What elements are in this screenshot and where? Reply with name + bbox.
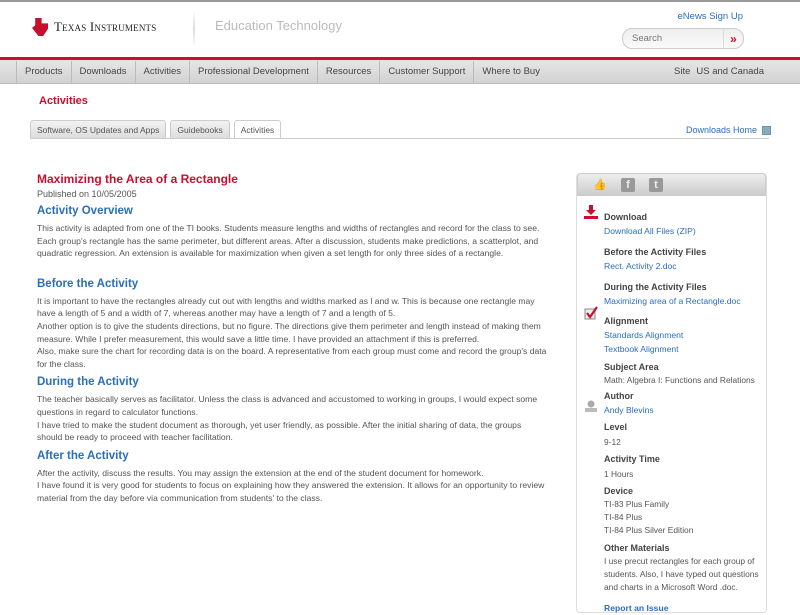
activity-sidebar — [576, 173, 767, 613]
overview-heading: Activity Overview — [37, 205, 133, 217]
during-text: I have tried to make the student document as thorough, yet user friendly, as possible. After the initial sharing of data, the groups should be ready to proceed with teacher facilitation. — [37, 419, 522, 443]
nav-where-to-buy[interactable]: Where to Buy — [482, 65, 540, 77]
alignment-section — [604, 312, 769, 615]
tab-software[interactable]: Software, OS Updates and Apps — [30, 120, 166, 138]
main-nav — [0, 60, 800, 84]
after-heading: After the Activity — [37, 449, 129, 462]
site-value: US and Canada — [696, 66, 764, 77]
after-text: I have found it is very good for students to focus on explaining how they answered the extension. It allows for an opportunity to review material from the day before via communication from students' to the class. — [37, 480, 545, 503]
level-value: 9-12 — [604, 437, 621, 447]
overview-text: This activity is adapted from one of the TI books. Students measure lengths and widths of rectangles and record for the class to see. Each group's rectangle has the same perimeter, but different areas. After a discussion, students make predictions, a scatterplot, and quadratic regression. An extension is available for maximization when given a set length for only three sides of a rectangle. — [37, 223, 540, 259]
ti-logo-icon — [32, 18, 48, 36]
search-box — [622, 28, 744, 49]
subject-heading: Subject Area — [604, 362, 659, 372]
header-divider — [193, 10, 195, 48]
tab-bar — [30, 120, 281, 139]
brand-name: Texas Instruments — [54, 19, 157, 34]
download-section — [604, 208, 769, 308]
tab-divider — [30, 138, 769, 139]
nav-resources[interactable]: Resources — [318, 61, 380, 83]
before-file-link[interactable]: Rect. Activity 2.doc — [604, 261, 677, 271]
downloads-home-label: Downloads Home — [685, 125, 757, 135]
after-text: After the activity, discuss the results. You may assign the extension at the end of the student document for homework. — [37, 467, 484, 478]
before-text: Also, make sure the chart for recording data is on the board. A representative from each group must come and record the group's data for the class. — [37, 346, 547, 369]
search-input[interactable] — [623, 33, 723, 44]
textbook-alignment-link[interactable]: Textbook Alignment — [604, 344, 679, 354]
search-go-button[interactable]: » — [723, 29, 743, 48]
nav-activities[interactable]: Activities — [136, 61, 190, 83]
checkbox-icon — [584, 306, 598, 320]
before-text: Another option is to give the students directions, but no figure. The directions give them perimeter and length instead of making them measure. While I prefer measurement, this would save a little time. I have provided an attachment if this is preferred. — [37, 320, 541, 344]
site-label: Site — [674, 66, 691, 77]
before-heading: Before the Activity — [37, 277, 139, 290]
top-border — [0, 0, 800, 2]
during-file-link[interactable]: Maximizing area of a Rectangle.doc — [604, 296, 741, 306]
page-heading: Activities — [39, 95, 88, 107]
twitter-icon[interactable]: t — [649, 178, 663, 192]
site-subtitle: Education Technology — [215, 18, 342, 33]
facebook-icon[interactable]: f — [621, 178, 635, 192]
time-value: 1 Hours — [604, 469, 634, 479]
nav-products[interactable]: Products — [16, 61, 72, 83]
materials-heading: Other Materials — [604, 543, 670, 553]
nav-professional-development[interactable]: Professional Development — [190, 61, 318, 83]
during-heading: During the Activity — [37, 376, 139, 389]
materials-text: I use precut rectangles for each group of students. Also, I have typed out questions and charts in a Microsoft Word .doc. — [604, 556, 759, 592]
device-heading: Device — [604, 486, 634, 496]
device-item: TI-83 Plus Family — [604, 499, 670, 509]
author-icon — [584, 399, 598, 413]
level-heading: Level — [604, 422, 628, 432]
activity-title: Maximizing the Area of a Rectangle — [37, 172, 238, 186]
site-selector[interactable] — [674, 66, 764, 77]
before-text: It is important to have the rectangles already cut out with lengths and widths marked as l and w. This is because one rectangle may have a length of 5 and a width of 7, whereas another may have a length of 7 and a length of 5. — [37, 295, 535, 319]
tab-activities[interactable]: Activities — [234, 120, 282, 139]
subject-value: Math: Algebra I: Functions and Relations — [604, 375, 755, 385]
author-link[interactable]: Andy Blevins — [604, 405, 654, 415]
download-icon — [584, 205, 598, 219]
published-date: Published on 10/05/2005 — [37, 189, 137, 199]
nav-customer-support[interactable]: Customer Support — [380, 61, 474, 83]
social-bar — [577, 173, 766, 196]
during-text: The teacher basically serves as facilitator. Unless the class is advanced and accustomed to working in groups, I would expect some questions in regard to calculator functions. — [37, 394, 538, 417]
downloads-home-link[interactable] — [686, 125, 771, 135]
during-files-heading: During the Activity Files — [604, 282, 707, 292]
home-icon — [762, 126, 771, 135]
enews-signup-link[interactable]: eNews Sign Up — [677, 11, 743, 22]
report-issue-link[interactable]: Report an Issue — [604, 603, 669, 613]
author-heading: Author — [604, 391, 634, 401]
standards-alignment-link[interactable]: Standards Alignment — [604, 330, 684, 340]
activity-content — [37, 172, 547, 505]
time-heading: Activity Time — [604, 454, 660, 464]
before-files-heading: Before the Activity Files — [604, 247, 707, 257]
device-item: TI-84 Plus — [604, 512, 643, 522]
download-all-link[interactable]: Download All Files (ZIP) — [604, 226, 696, 236]
nav-downloads[interactable]: Downloads — [72, 61, 136, 83]
like-icon[interactable]: 👍 — [593, 179, 607, 191]
download-heading: Download — [604, 212, 647, 222]
device-item: TI-84 Plus Silver Edition — [604, 525, 694, 535]
ti-logo[interactable] — [32, 18, 156, 36]
tab-guidebooks[interactable]: Guidebooks — [170, 120, 229, 138]
alignment-heading: Alignment — [604, 316, 648, 326]
